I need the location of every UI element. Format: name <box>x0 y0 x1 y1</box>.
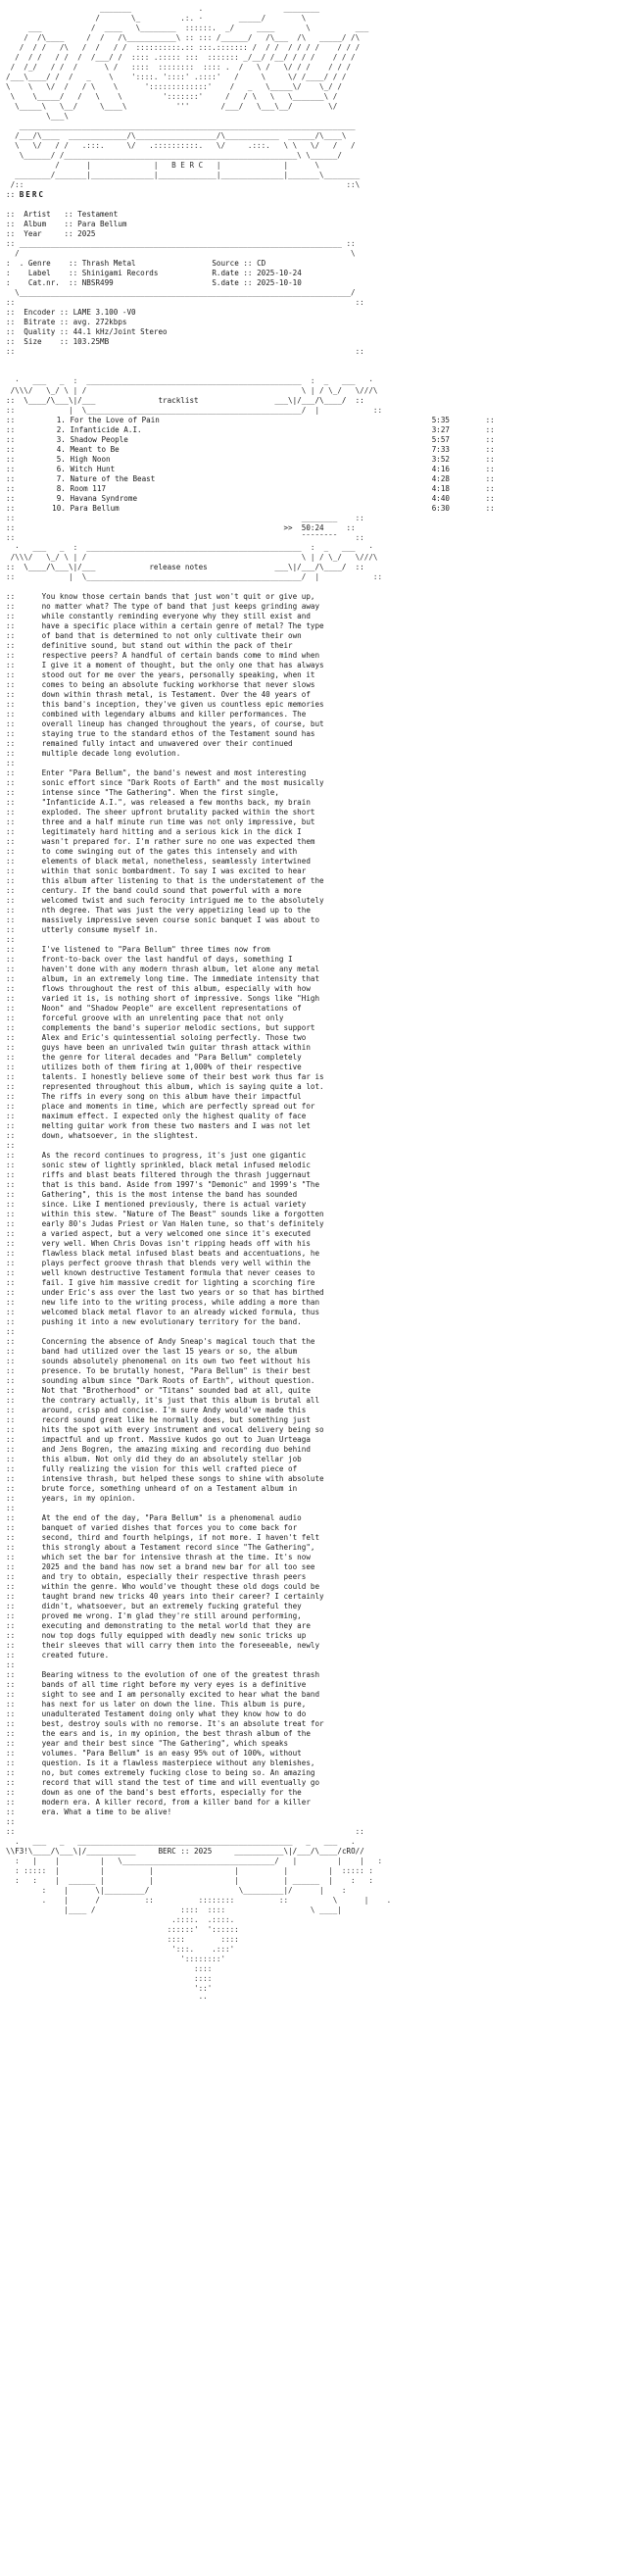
bitrate-label: Bitrate <box>24 318 56 326</box>
tracklist-title: tracklist <box>158 396 199 405</box>
notes-line: presence. To be brutally honest, "Para Bellum" is their best <box>41 1366 311 1375</box>
left-tag: F3! <box>15 1847 28 1856</box>
track-title: Shadow People <box>70 435 128 444</box>
notes-line: this band's inception, they've given us countless epic memories <box>41 700 324 709</box>
row-border: :: <box>6 484 42 493</box>
notes-line: front-to-back over the last handful of days, something I <box>41 955 293 964</box>
notes-line: intense since "The Gathering". When the first single, <box>41 788 279 797</box>
notes-line: new life into to the writing process, while adding a more than <box>41 1298 320 1307</box>
notes-line: welcomed twist and such ferocity intrigued me to the absolutely <box>41 896 324 905</box>
track-row: :: 2. Infanticide A.I. 3:27 :: <box>6 425 495 434</box>
notes-line: and Jens Bogren, the amazing mixing and recording duo behind <box>41 1445 311 1454</box>
track-row: :: 4. Meant to Be 7:33 :: <box>6 445 495 454</box>
notes-line: no, but comes extremely fucking close to being so. An amazing <box>41 1768 315 1777</box>
notes-paragraph: :: As the record continues to progress, it's just one gigantic :: sonic stew of lightly sprinkled, black metal infused melodic :: riffs and blast beats filtered through the thrash juggernaut :: that is this band. Aside from 1997's "Demonic" and 1999's "The :: Gathering", this is the most intense the band has sounded :: since. Like I mentioned previously, there is actual variety :: within this stew. "Nature of The Beast" sounds like a forgotten :: early 80's Judas Priest or Van Halen tune, so that's definitely :: a varied aspect, but a very welcomed one since it's executed :: very well. When Chris Dovas isn't ripping heads off with his :: flawless black metal infused blast beats and accentuations, he :: plays perfect groove thrash that blends very well within the :: well known destructive Testament formula that never ceases to :: fail. I give him massive credit for lighting a scorching fire :: under Eric's ass over the last two years or so that has birthed :: new life into to the writing process, while adding a more than :: welcomed black metal flavor to an already wicked formula, thus :: pushing it into a new evolutionary territory for the band. :: <box>6 1151 324 1336</box>
notes-line: melting guitar work from these two masters and I was not let <box>41 1121 311 1130</box>
quality-label: Quality <box>24 327 56 336</box>
notes-line: created future. <box>41 1651 110 1660</box>
notes-line: proved me wrong. I'm glad they're still around performing, <box>41 1611 302 1620</box>
catnr-label: Cat.nr. <box>27 278 60 287</box>
notes-line: Bearing witness to the evolution of one of the greatest thrash <box>41 1670 320 1679</box>
tracklist <box>6 416 621 514</box>
row-border: :: <box>6 435 42 444</box>
track-title: Witch Hunt <box>70 465 116 473</box>
rdate-value: 2025-10-24 <box>257 269 302 277</box>
notes-line: have a specific place within a certain genre of metal? The type <box>41 621 324 630</box>
track-number: 5. <box>56 455 66 464</box>
notes-paragraph: :: I've listened to "Para Bellum" three times now from :: front-to-back over the last handful of days, something I :: haven't done with any modern thrash album, let alone any metal :: album, in an extremely long time. The immediate intensity that :: flows throughout the rest of this album, especially with how :: varied it is, is nothing short of impressive. Songs like "High :: Noon" and "Shadow People" are excellent representations of :: forceful groove with an unrelenting pace that not only :: complements the band's superior melodic sections, but support :: Alex and Eric's quintessential soloing perfectly. Those two :: guys have been an unrivaled twin guitar thrash attack within :: the genre for literal decades and "Para Bellum" completely :: utilizes both of them firing at 1,000% of their respective :: talents. I honestly believe some of their best work thus far is :: represented throughout this album, which is saying quite a lot. :: The riffs in every song on this album have their impactful :: place and moments in time, which are perfectly spread out for :: maximum effect. I expected only the highest quality of face :: melting guitar work from these two masters and I was not let :: down, whatsoever, in the slightest. :: <box>6 945 324 1150</box>
logo-art: _______ . ________ / \_ .:. · _____/ \ ___ / ____ \________ ::::::. _/ ____ \ ___ / /\____ / / /\___________\ :: ::: /______/ /\___ /\ _____/ /\ / / / /\ / / / / ::::::::::.:: :::.::::::: / / / / / / / / / / / / / / / / /___/ / :::: .::::: ::: ::::::: _/__/ /__/ / / / / / / / /_/ / / / \ / :::: :::::::: :::: . / \ / \/ / / / / / /___\____/ / / _ \ '::::. '::::' .::::' / \ \/ /____/ / / \ \ \/ / / \ \ ':::::::::::::' / _ \_____\/ \_/ / \ \_____/ / \ \ ':::::::' / / \ \ \_______\ / \_____\ \__/ \____\ ''' /___/ \___\__/ \/ \___\ ___________________________________________________________________________ /___/\____ _____________/\__________________/\____________ ______/\____\ \ \/ / / .:::. \/ .::::::::::. \/ .:::. \ \ \/ / / \______/ /____________________________________________________\ \______/ / | | B E R C | | \ ________/_______|______________|_____________|______________|_______\________ /:: ::\ <box>6 4 405 189</box>
source-label: Source <box>212 259 239 268</box>
track-number: 2. <box>56 425 66 434</box>
footer-art: :: :: . ___ _ ________________________________________________ _ ___ . \\F3!\____/\___\|/___________ BERC :: 2025 ___________\|/___/\____/cRO// : | | | \__________________________________/ | | | : : ::::: | | | | | | ::::: : : : | ______ | | | | ______ | : : : | \|_________/ \_________|/ | : . | / :: :::::::: :: \ | . |____ / :::: :::: \ ____| .::::. .::::. ::::::' ':::::: :::: :::: ':::. .:::' '::::::::' :::: :::: '::' ·· <box>6 1827 392 2003</box>
track-duration: 4:40 <box>431 494 451 503</box>
notes-line: the ears and is, in my opinion, the best thrash album of the <box>41 1729 311 1738</box>
track-number: 7. <box>56 474 66 483</box>
track-number: 9. <box>56 494 66 503</box>
track-title: Nature of the Beast <box>70 474 156 483</box>
sdate-label: S.date <box>212 278 239 287</box>
encoder-label: Encoder <box>24 308 56 317</box>
notes-line: this strongly about a Testament record since "The Gathering", <box>41 1543 315 1552</box>
notes-line: guys have been an unrivaled twin guitar thrash attack within <box>41 1043 311 1052</box>
notes-line: complements the band's superior melodic sections, but support <box>41 1023 315 1032</box>
row-border: :: <box>6 465 42 473</box>
track-number: 10. <box>52 504 66 513</box>
notes-line: "Infanticide A.I.", was released a few months back, my brain <box>41 798 311 807</box>
notes-line: the genre for literal decades and "Para Bellum" completely <box>41 1053 302 1062</box>
row-border: :: <box>6 445 42 454</box>
notes-line: utterly consume myself in. <box>41 925 159 934</box>
notes-line: hits the spot with every instrument and vocal delivery being so <box>41 1425 324 1434</box>
notes-line: now top dogs fully equipped with deadly new sonic tricks up <box>41 1631 307 1640</box>
track-duration: 3:52 <box>431 455 451 464</box>
notes-line: represented throughout this album, which is saying quite a lot. <box>41 1082 324 1091</box>
track-duration: 4:28 <box>431 474 451 483</box>
notes-line: haven't done with any modern thrash album, let alone any metal <box>41 965 320 973</box>
track-row: :: 8. Room 117 4:18 :: <box>6 484 495 493</box>
notes-line: Concerning the absence of Andy Sneap's magical touch that the <box>41 1337 315 1346</box>
notes-line: bands of all time right before my very eyes is a definitive <box>41 1680 307 1689</box>
notes-line: within the genre. Who would've thought these old dogs could be <box>41 1582 320 1591</box>
genre-label: Genre <box>27 259 51 268</box>
size-value: 103.25MB <box>72 337 110 346</box>
notes-line: volumes. "Para Bellum" is an easy 95% out of 100%, without <box>41 1749 302 1758</box>
notes-paragraph: :: Enter "Para Bellum", the band's newest and most interesting :: sonic effort since "Dark Roots of Earth" and the most musically :: intense since "The Gathering". When the first single, :: "Infanticide A.I.", was released a few months back, my brain :: exploded. The sheer upfront brutality packed within the short :: three and a half minute run time was not only impressive, but :: legitimately hard hitting and a serious kick in the dick I :: wasn't prepared for. I'm rather sure no one was expected them :: to come swinging out of the gates this intensely and with :: elements of black metal, nonetheless, seamlessly intertwined :: within that sonic bombardment. To say I was excited to hear :: this album after listening to that is the understatement of the :: century. If the band could sound that powerful with a more :: welcomed twist and such ferocity intrigued me to the absolutely :: nth degree. That was just the very appetizing lead up to the :: massively impressive seven course sonic banquet I was about to :: utterly consume myself in. :: <box>6 768 324 944</box>
notes-line: welcomed black metal flavor to an already wicked formula, thus <box>41 1308 320 1316</box>
notes-line: sounds absolutely phenomenal on its own two feet without his <box>41 1357 311 1365</box>
notes-line: I've listened to "Para Bellum" three times now from <box>41 945 270 954</box>
track-row: :: 3. Shadow People 5:57 :: <box>6 435 495 444</box>
notes-line: album, in an extremely long time. The immediate intensity that <box>41 974 320 983</box>
notes-line: The riffs in every song on this album have their impactful <box>41 1092 302 1101</box>
notes-line: very well. When Chris Dovas isn't ripping heads off with his <box>41 1239 311 1248</box>
notes-line: exploded. The sheer upfront brutality packed within the short <box>41 808 315 817</box>
notes-line: while constantly reminding everyone why they still exist and <box>41 612 311 620</box>
notes-line: their sleeves that will carry them into the foreseeable, newly <box>41 1641 320 1650</box>
notes-line: era. What a time to be alive! <box>41 1808 172 1816</box>
size-label: Size <box>24 337 42 346</box>
notes-line: remained fully intact and unwavered over their continued <box>41 739 293 748</box>
notes-line: record that will stand the test of time and will eventually go <box>41 1778 320 1787</box>
notes-line: to come swinging out of the gates this intensely and with <box>41 847 298 856</box>
notes-line: staying true to the standard ethos of the Testament sound has <box>41 729 315 738</box>
track-title: Havana Syndrome <box>70 494 138 503</box>
track-title: Infanticide A.I. <box>70 425 142 434</box>
rdate-label: R.date <box>212 269 239 277</box>
notes-line: down as one of the band's best efforts, especially for the <box>41 1788 302 1797</box>
notes-line: flawless black metal infused blast beats and accentuations, he <box>41 1249 320 1258</box>
notes-line: elements of black metal, nonetheless, seamlessly intertwined <box>41 857 311 866</box>
notes-line: down, whatsoever, in the slightest. <box>41 1131 199 1140</box>
label-value: Shinigami Records <box>81 269 159 277</box>
notes-paragraph: :: You know those certain bands that just won't quit or give up, :: no matter what? The type of band that just keeps grinding away :: while constantly reminding everyone why they still exist and :: have a specific place within a certain genre of metal? The type :: of band that is determined to not only cultivate their own :: definitive sound, but stand out within the pack of their :: respective peers? A handful of certain bands come to mind when :: I give it a moment of thought, but the only one that has always :: stood out for me over the years, personally speaking, when it :: comes to being an absolute fucking workhorse that never slows :: down within thrash metal, is Testament. Over the 40 years of :: this band's inception, they've given us countless epic memories :: combined with legendary albums and killer performances. The :: overall lineup has changed throughout the years, of course, but :: staying true to the standard ethos of the Testament sound has :: remained fully intact and unwavered over their continued :: multiple decade long evolution. :: <box>6 592 324 768</box>
notes-line: flows throughout the rest of this album, especially with how <box>41 984 311 993</box>
source-value: CD <box>257 259 266 268</box>
footer-text: BERC :: 2025 <box>158 1847 213 1856</box>
track-row: :: 1. For the Love of Pain 5:35 :: <box>6 416 495 424</box>
notes-line: band had utilized over the last 15 years or so, the album <box>41 1347 298 1356</box>
notes-header: · ___ _ : ________________________________________________ : _ ___ · /\\\/ \_/ \ | / \ | / \_/ \///\ :: \____/\___\|/___ release notes ___\|/___/\____/ :: :: | \________________________________________________/ | :: <box>6 543 383 581</box>
notes-line: year and their best since "The Gathering", which speaks <box>41 1739 289 1748</box>
notes-line: under Eric's ass over the last two years or so that has birthed <box>41 1288 324 1297</box>
right-tag: cRO <box>341 1847 356 1856</box>
notes-line: I give it a moment of thought, but the only one that has always <box>41 661 324 669</box>
notes-line: a varied aspect, but a very welcomed one since it's executed <box>41 1229 311 1238</box>
notes-line: talents. I honestly believe some of their best work thus far is <box>41 1072 324 1081</box>
notes-line: question. Is it a flawless masterpiece without any blemishes, <box>41 1759 315 1767</box>
notes-line: executing and demonstrating to the metal world that they are <box>41 1621 311 1630</box>
row-border: :: <box>6 416 42 424</box>
notes-paragraph: :: Concerning the absence of Andy Sneap's magical touch that the :: band had utilized over the last 15 years or so, the album :: sounds absolutely phenomenal on its own two feet without his :: presence. To be brutally honest, "Para Bellum" is their best :: sounding album since "Dark Roots of Earth", without question. :: Not that "Brotherhood" or "Titans" sounded bad at all, quite :: the contrary actually, it's just that this album is brutal all :: around, crisp and concise. I'm sure Andy would've made this :: record sound great like he normally does, but something just :: hits the spot with every instrument and vocal delivery being so :: impactful and up front. Massive kudos go out to Juan Urteaga :: and Jens Bogren, the amazing mixing and recording duo behind :: this album. Not only did they do an absolutely stellar job :: fully realizing the vision for this well crafted piece of :: intensive thrash, but helped these songs to shine with absolute :: brute force, something unheard of on a Testament album in :: years, in my opinion. :: <box>6 1337 324 1512</box>
notes-line: didn't, whatsoever, but an extremely fucking grateful they <box>41 1602 302 1610</box>
notes-line: best, destroy souls with no remorse. It's an absolute treat for <box>41 1719 324 1728</box>
track-row: :: 7. Nature of the Beast 4:28 :: <box>6 474 495 483</box>
notes-line: definitive sound, but stand out within the pack of their <box>41 641 293 650</box>
track-title: Para Bellum <box>70 504 120 513</box>
track-number: 1. <box>56 416 66 424</box>
track-duration: 5:35 <box>431 416 451 424</box>
notes-line: within this stew. "Nature of The Beast" sounds like a forgotten <box>41 1210 324 1218</box>
track-row: :: 10. Para Bellum 6:30 :: <box>6 504 495 513</box>
notes-line: early 80's Judas Priest or Van Halen tune, so that's definitely <box>41 1219 324 1228</box>
track-duration: 3:27 <box>431 425 451 434</box>
notes-line: this album. Not only did they do an absolutely stellar job <box>41 1455 302 1463</box>
notes-line: and try to obtain, especially their respective thrash peers <box>41 1572 307 1581</box>
row-border: :: <box>6 504 42 513</box>
notes-line: intensive thrash, but helped these songs to shine with absolute <box>41 1474 324 1483</box>
track-title: For the Love of Pain <box>70 416 160 424</box>
quality-value: 44.1 kHz/Joint Stereo <box>72 327 168 336</box>
notes-line: legitimately hard hitting and a serious kick in the dick I <box>41 827 302 836</box>
year-label: Year <box>24 229 42 238</box>
notes-line: At the end of the day, "Para Bellum" is a phenomenal audio <box>41 1513 302 1522</box>
notes-line: plays perfect groove thrash that blends very well within the <box>41 1259 311 1267</box>
notes-line: within that sonic bombardment. To say I was excited to hear <box>41 867 307 875</box>
notes-line: riffs and blast beats filtered through the thrash juggernaut <box>41 1170 311 1179</box>
notes-line: nth degree. That was just the very appetizing lead up to the <box>41 906 311 915</box>
notes-line: Enter "Para Bellum", the band's newest and most interesting <box>41 768 307 777</box>
notes-line: banquet of varied dishes that forces you to come back for <box>41 1523 298 1532</box>
notes-title: release notes <box>149 563 208 571</box>
notes-line: taught brand new tricks 40 years into their career? I certainly <box>41 1592 324 1601</box>
artist-label: Artist <box>24 210 51 219</box>
bitrate-value: avg. 272kbps <box>72 318 127 326</box>
notes-line: As the record continues to progress, it's just one gigantic <box>41 1151 307 1160</box>
catnr-value: NBSR499 <box>81 278 114 287</box>
track-row: :: 6. Witch Hunt 4:16 :: <box>6 465 495 473</box>
notes-line: which set the bar for intensive thrash at the time. It's now <box>41 1553 311 1561</box>
track-number: 4. <box>56 445 66 454</box>
sdate-value: 2025-10-10 <box>257 278 302 287</box>
notes-line: overall lineup has changed throughout the years, of course, but <box>41 719 324 728</box>
track-number: 8. <box>56 484 66 493</box>
notes-line: pushing it into a new evolutionary territory for the band. <box>41 1317 302 1326</box>
row-border: :: <box>6 425 42 434</box>
total-time: 50:24 <box>301 523 324 532</box>
track-title: High Noon <box>70 455 111 464</box>
track-title: Room 117 <box>70 484 107 493</box>
notes-line: Noon" and "Shadow People" are excellent representations of <box>41 1004 302 1013</box>
notes-line: this album after listening to that is the understatement of the <box>41 876 324 885</box>
notes-line: sight to see and I am personally excited to hear what the band <box>41 1690 320 1699</box>
notes-line: well known destructive Testament formula that never ceases to <box>41 1268 315 1277</box>
notes-line: Not that "Brotherhood" or "Titans" sounded bad at all, quite <box>41 1386 311 1395</box>
track-row: :: 9. Havana Syndrome 4:40 :: <box>6 494 495 503</box>
genre-value: Thrash Metal <box>81 259 136 268</box>
notes-line: maximum effect. I expected only the highest quality of face <box>41 1112 307 1120</box>
album-label: Album <box>24 220 47 228</box>
track-duration: 4:16 <box>431 465 451 473</box>
release-info: :: Artist :: Testament :: Album :: Para Bellum :: Year :: 2025 :: ________________________________________________________________________ :: / \ : . Genre :: Thrash Metal Source :: CD : Label :: Shinigami Records R.date :: 2025-10-24 : Cat.nr. :: NBSR499 S.date :: 2025-10-10 \__________________________________________________________________________/ :: :: :: Encoder :: LAME 3.100 -V0 :: Bitrate :: avg. 272kbps :: Quality :: 44.1 kHz/Joint Stereo :: Size :: 103.25MB :: :: <box>6 210 364 356</box>
year-value: 2025 <box>77 229 96 238</box>
notes-line: the contrary actually, it's just that this album is brutal all <box>41 1396 320 1405</box>
notes-line: sounding album since "Dark Roots of Earth", without question. <box>41 1376 315 1385</box>
track-duration: 4:18 <box>431 484 451 493</box>
group-name: BERC <box>19 190 46 199</box>
notes-line: since. Like I mentioned previously, there is actual variety <box>41 1200 307 1209</box>
notes-line: has next for us later on down the line. This album is pure, <box>41 1700 307 1709</box>
row-border: :: <box>6 455 42 464</box>
notes-line: of band that is determined to not only cultivate their own <box>41 631 302 640</box>
nfo-document: _______ . ________ / \_ .:. · _____/ \ ___ / ____ \________ ::::::. _/ ____ \ ___ / /\____ / / /\___________\ :: ::: /______/ /\___ /\ _____/ /\ / / / /\ / / / / ::::::::::.:: :::.::::::: / / / / / / / / / / / / / / / / /___/ / :::: .::::: ::: ::::::: _/__/ /__/ / / / / / / / /_/ / / / \ / :::: :::::::: :::: . / \ / \/ / / / / / /___\____/ / / _ \ '::::. '::::' .::::' / \ \/ /____/ / / \ \ \/ / / \ \ ':::::::::::::' / _ \_____\/ \_/ / \ \_____/ / \ \ ':::::::' / / \ \ \_______\ / \_____\ \__/ \____\ ''' /___/ \___\__/ \/ \___\ ___________________________________________________________________________ /___/\____ _____________/\__________________/\____________ ______/\____\ \ \/ / / .:::. \/ .::::::::::. \/ .:::. \ \ \/ / / \______/ /____________________________________________________\ \______/ / | | B E R C | | \ ________/_______|______________|_____________|______________|_______\________ /:: ::\ :: BERC :: Artist :: Testament :: Album :: Para Bellum :: Year :: 2025 :: ________________________________________________________________________ :: / \ : . Genre :: Thrash Metal Source :: CD : Label :: Shinigami Records R.date :: 2025-10-24 : Cat.nr. :: NBSR499 S.date :: 2025-10-10 \__________________________________________________________________________/ :: :: :: Encoder :: LAME 3.100 -V0 :: Bitrate :: avg. 272kbps :: Quality :: 44.1 kHz/Joint Stereo :: Size :: 103.25MB :: :: · ___ _ : ________________________________________________ : _ ___ · /\\\/ \_/ \ | / \ | / \_/ \///\ :: \____/\___\|/___ tracklist ___\|/___/\____/ :: :: | \________________________________________________/ | :: :: 1. For the Love of Pain 5:35 :: :: 2. Infanticide A.I. 3:27 :: :: 3. Shadow People 5:57 :: :: 4. Meant to Be 7:33 :: :: 5. High Noon 3:52 :: :: 6. Witch Hunt 4:16 :: :: 7. Nature of the Beast 4:28 :: :: 8. Room 117 4:18 :: :: 9. Havana Syndrome 4:40 :: :: 10. Para Bellum 6:30 :: :: ________ :: :: >> 50:24 :: :: ¯¯¯¯¯¯¯¯ :: · ___ _ : ________________________________________________ : _ ___ · /\\\/ \_/ \ | / \ | / \_/ \///\ :: \____/\___\|/___ release notes ___\|/___/\____/ :: :: | \________________________________________________/ | :: :: You know those certain bands that just won't quit or give up, :: no matter what? The type of band that just keeps grinding away :: while constantly reminding everyone why they still exist and :: have a specific place within a certain genre of metal? The type :: of band that is determined to not only cultivate their own :: definitive sound, but stand out within the pack of their :: respective peers? A handful of certain bands come to mind when :: I give it a moment of thought, but the only one that has always :: stood out for me over the years, personally speaking, when it :: comes to being an absolute fucking workhorse that never slows :: down within thrash metal, is Testament. Over the 40 years of :: this band's inception, they've given us countless epic memories :: combined with legendary albums and killer performances. The :: overall lineup has changed throughout the years, of course, but :: staying true to the standard ethos of the Testament sound has :: remained fully intact and unwavered over their continued :: multiple decade long evolution. :: :: Enter "Para Bellum", the band's newest and most interesting :: sonic effort since "Dark Roots of Earth" and the most musically :: intense since "The Gathering". When the first single, :: "Infanticide A.I.", was released a few months back, my brain :: exploded. The sheer upfront brutality packed within the short :: three and a half minute run time was not only impressive, but :: legitimately hard hitting and a serious kick in the dick I :: wasn't prepared for. I'm rather sure no one was expected them :: to come swinging out of the gates this intensely and with :: elements of black metal, nonetheless, seamlessly intertwined :: within that sonic bombardment. To say I was excited to hear :: this album after listening to that is the understatement of the :: century. If the band could sound that powerful with a more :: welcomed twist and such ferocity intrigued me to the absolutely :: nth degree. That was just the very appetizing lead up to the :: massively impressive seven course sonic banquet I was about to :: utterly consume myself in. :: :: I've listened to "Para Bellum" three times now from :: front-to-back over the last handful of days, something I :: haven't done with any modern thrash album, let alone any metal :: album, in an extremely long time. The immediate intensity that :: flows throughout the rest of this album, especially with how :: varied it is, is nothing short of impressive. Songs like "High :: Noon" and "Shadow People" are excellent representations of :: forceful groove with an unrelenting pace that not only :: complements the band's superior melodic sections, but support :: Alex and Eric's quintessential soloing perfectly. Those two :: guys have been an unrivaled twin guitar thrash attack within :: the genre for literal decades and "Para Bellum" completely :: utilizes both of them firing at 1,000% of their respective :: talents. I honestly believe some of their best work thus far is :: represented throughout this album, which is saying quite a lot. :: The riffs in every song on this album have their impactful :: place and moments in time, which are perfectly spread out for :: maximum effect. I expected only the highest quality of face :: melting guitar work from these two masters and I was not let :: down, whatsoever, in the slightest. :: :: As the record continues to progress, it's just one gigantic :: sonic stew of lightly sprinkled, black metal infused melodic :: riffs and blast beats filtered through the thrash juggernaut :: that is this band. Aside from 1997's "Demonic" and 1999's "The :: Gathering", this is the most intense the band has sounded :: since. Like I mentioned previously, there is actual variety :: within this stew. "Nature of The Beast" sounds like a forgotten :: early 80's Judas Priest or Van Halen tune, so that's definitely :: a varied aspect, but a very welcomed one since it's executed :: very well. When Chris Dovas isn't ripping heads off with his :: flawless black metal infused blast beats and accentuations, he :: plays perfect groove thrash that blends very well within the :: well known destructive Testament formula that never ceases to :: fail. I give him massive credit for lighting a scorching fire :: under Eric's ass over the last two years or so that has birthed :: new life into to the writing process, while adding a more than :: welcomed black metal flavor to an already wicked formula, thus :: pushing it into a new evolutionary territory for the band. :: :: Concerning the absence of Andy Sneap's magical touch that the :: band had utilized over the last 15 years or so, the album :: sounds absolutely phenomenal on its own two feet without his :: presence. To be brutally honest, "Para Bellum" is their best :: sounding album since "Dark Roots of Earth", without question. :: Not that "Brotherhood" or "Titans" sounded bad at all, quite :: the contrary actually, it's just that this album is brutal all :: around, crisp and concise. I'm sure Andy would've made this :: record sound great like he normally does, but something just :: hits the spot with every instrument and vocal delivery being so :: impactful and up front. Massive kudos go out to Juan Urteaga :: and Jens Bogren, the amazing mixing and recording duo behind :: this album. Not only did they do an absolutely stellar job :: fully realizing the vision for this well crafted piece of :: intensive thrash, but helped these songs to shine with absolute :: brute force, something unheard of on a Testament album in :: years, in my opinion. :: :: At the end of the day, "Para Bellum" is a phenomenal audio :: banquet of varied dishes that forces you to come back for :: second, third and fourth helpings, if not more. I haven't felt :: this strongly about a Testament record since "The Gathering", :: which set the bar for intensive thrash at the time. It's now :: 2025 and the band has now set a brand new bar for all too see :: and try to obtain, especially their respective thrash peers :: within the genre. Who would've thought these old dogs could be :: taught brand new tricks 40 years into their career? I certainly :: didn't, whatsoever, but an extremely fucking grateful they :: proved me wrong. I'm glad they're still around performing, :: executing and demonstrating to the metal world that they are :: now top dogs fully equipped with deadly new sonic tricks up :: their sleeves that will carry them into the foreseeable, newly :: created future. :: :: Bearing witness to the evolution of one of the greatest thrash :: bands of all time right before my very eyes is a definitive :: sight to see and I am personally excited to hear what the band :: has next for us later on down the line. This album is pure, :: unadulterated Testament doing only what they know how to do :: best, destroy souls with no remorse. It's an absolute treat for :: the ears and is, in my opinion, the best thrash album of the :: year and their best since "The Gathering", which speaks :: volumes. "Para Bellum" is an easy 95% out of 100%, without :: question. Is it a flawless masterpiece without any blemishes, :: no, but comes extremely fucking close to being so. An amazing :: record that will stand the test of time and will eventually go :: down as one of the band's best efforts, especially for the :: modern era. A killer record, from a killer band for a killer :: era. What a time to be alive! :: :: :: . ___ _ ________________________________________________ _ ___ . \\F3!\____/\___\|/___________ BERC :: 2025 ___________\|/___/\____/cRO// : | | | \__________________________________/ | | | : : ::::: | | | | | | ::::: : : : | ______ | | | | ______ | : : : | \|_________/ \_________|/ | : . | / :: :::::::: :: \ | . |____ / :::: :::: \ ____| .::::. .::::. ::::::' ':::::: :::: :::: ':::. .:::' '::::::::' :::: :::: '::' ·· <box>6 4 621 2004</box>
notes-line: record sound great like he normally does, but something just <box>41 1415 311 1424</box>
row-border: :: <box>6 474 42 483</box>
notes-line: massively impressive seven course sonic banquet I was about to <box>41 916 320 924</box>
notes-line: three and a half minute run time was not only impressive, but <box>41 817 315 826</box>
notes-line: brute force, something unheard of on a Testament album in <box>41 1484 298 1493</box>
notes-line: no matter what? The type of band that just keeps grinding away <box>41 602 320 611</box>
encoder-value: LAME 3.100 -V0 <box>72 308 136 317</box>
release-notes <box>6 592 621 1827</box>
notes-line: 2025 and the band has now set a brand new bar for all too see <box>41 1562 315 1571</box>
notes-line: forceful groove with an unrelenting pace that not only <box>41 1014 284 1022</box>
notes-line: combined with legendary albums and killer performances. The <box>41 710 307 718</box>
tracklist-header: · ___ _ : ________________________________________________ : _ ___ · /\\\/ \_/ \ | / \ | / \_/ \///\ :: \____/\___\|/___ tracklist ___\|/___/\____/ :: :: | \________________________________________________/ | :: <box>6 376 383 415</box>
row-border: :: <box>6 494 42 503</box>
track-duration: 6:30 <box>431 504 451 513</box>
notes-line: impactful and up front. Massive kudos go out to Juan Urteaga <box>41 1435 311 1444</box>
notes-line: wasn't prepared for. I'm rather sure no one was expected them <box>41 837 315 846</box>
notes-line: down within thrash metal, is Testament. Over the 40 years of <box>41 690 311 699</box>
notes-line: sonic effort since "Dark Roots of Earth" and the most musically <box>41 778 324 787</box>
notes-line: century. If the band could sound that powerful with a more <box>41 886 302 895</box>
notes-line: fully realizing the vision for this well crafted piece of <box>41 1464 298 1473</box>
notes-line: stood out for me over the years, personally speaking, when it <box>41 670 315 679</box>
notes-line: You know those certain bands that just won't quit or give up, <box>41 592 315 601</box>
notes-paragraph: :: Bearing witness to the evolution of one of the greatest thrash :: bands of all time right before my very eyes is a definitive :: sight to see and I am personally excited to hear what the band :: has next for us later on down the line. This album is pure, :: unadulterated Testament doing only what they know how to do :: best, destroy souls with no remorse. It's an absolute treat for :: the ears and is, in my opinion, the best thrash album of the :: year and their best since "The Gathering", which speaks :: volumes. "Para Bellum" is an easy 95% out of 100%, without :: question. Is it a flawless masterpiece without any blemishes, :: no, but comes extremely fucking close to being so. An amazing :: record that will stand the test of time and will eventually go :: down as one of the band's best efforts, especially for the :: modern era. A killer record, from a killer band for a killer :: era. What a time to be alive! :: <box>6 1670 324 1826</box>
notes-line: comes to being an absolute fucking workhorse that never slows <box>41 680 315 689</box>
notes-line: unadulterated Testament doing only what they know how to do <box>41 1709 307 1718</box>
notes-line: varied it is, is nothing short of impressive. Songs like "High <box>41 994 320 1003</box>
track-title: Meant to Be <box>70 445 120 454</box>
notes-line: utilizes both of them firing at 1,000% of their respective <box>41 1063 302 1071</box>
track-duration: 7:33 <box>431 445 451 454</box>
notes-line: Alex and Eric's quintessential soloing perfectly. Those two <box>41 1033 307 1042</box>
notes-line: around, crisp and concise. I'm sure Andy would've made this <box>41 1406 307 1414</box>
notes-line: second, third and fourth helpings, if not more. I haven't felt <box>41 1533 320 1542</box>
track-number: 3. <box>56 435 66 444</box>
track-row: :: 5. High Noon 3:52 :: <box>6 455 495 464</box>
track-number: 6. <box>56 465 66 473</box>
track-duration: 5:57 <box>431 435 451 444</box>
notes-line: years, in my opinion. <box>41 1494 136 1503</box>
notes-line: modern era. A killer record, from a killer band for a killer <box>41 1798 311 1807</box>
notes-line: respective peers? A handful of certain bands come to mind when <box>41 651 320 660</box>
notes-line: place and moments in time, which are perfectly spread out for <box>41 1102 315 1111</box>
notes-line: multiple decade long evolution. <box>41 749 181 758</box>
notes-line: that is this band. Aside from 1997's "Demonic" and 1999's "The <box>41 1180 320 1189</box>
notes-paragraph: :: At the end of the day, "Para Bellum" is a phenomenal audio :: banquet of varied dishes that forces you to come back for :: second, third and fourth helpings, if not more. I haven't felt :: this strongly about a Testament record since "The Gathering", :: which set the bar for intensive thrash at the time. It's now :: 2025 and the band has now set a brand new bar for all too see :: and try to obtain, especially their respective thrash peers :: within the genre. Who would've thought these old dogs could be :: taught brand new tricks 40 years into their career? I certainly :: didn't, whatsoever, but an extremely fucking grateful they :: proved me wrong. I'm glad they're still around performing, :: executing and demonstrating to the metal world that they are :: now top dogs fully equipped with deadly new sonic tricks up :: their sleeves that will carry them into the foreseeable, newly :: created future. :: <box>6 1513 324 1669</box>
notes-line: Gathering", this is the most intense the band has sounded <box>41 1190 298 1199</box>
label-label: Label <box>27 269 51 277</box>
notes-line: fail. I give him massive credit for lighting a scorching fire <box>41 1278 315 1287</box>
album-value: Para Bellum <box>77 220 127 228</box>
artist-value: Testament <box>77 210 119 219</box>
notes-line: sonic stew of lightly sprinkled, black metal infused melodic <box>41 1161 311 1169</box>
